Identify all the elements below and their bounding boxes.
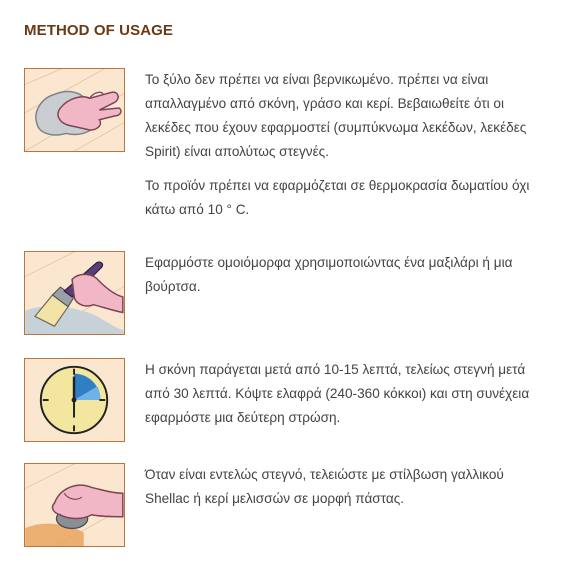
usage-step-2 <box>24 251 564 335</box>
step-4-paragraph-1: Όταν είναι εντελώς στεγνό, τελειώστε με στίλβωση γαλλικού Shellac ή κερί μελισσών σε μορφή πάστας. <box>145 467 504 506</box>
hand-brush-icon <box>24 251 125 335</box>
step-2-paragraph-1: Εφαρμόστε ομοιόμορφα χρησιμοποιώντας ένα μαξιλάρι ή μια βούρτσα. <box>145 255 513 294</box>
usage-step-4 <box>24 463 564 547</box>
step-4-text <box>145 463 545 521</box>
step-3-text <box>145 358 545 440</box>
hand-polishing-icon <box>24 463 125 547</box>
step-1-paragraph-1: Το ξύλο δεν πρέπει να είναι βερνικωμένο. πρέπει να είναι απαλλαγμένο από σκόνη, γράσο και κερί. Βεβαιωθείτε ότι οι λεκέδες που έχουν εφαρμοστεί (συμπύκνωμα λεκέδων, λεκέδες Spirit) είναι απολύτως στεγνές. <box>145 72 527 159</box>
step-1-text <box>145 68 545 232</box>
step-2-text <box>145 251 545 309</box>
section-title: METHOD OF USAGE <box>24 22 174 39</box>
clock-icon <box>24 358 125 442</box>
hand-wiping-cloth-icon <box>24 68 125 152</box>
step-3-paragraph-1: Η σκόνη παράγεται μετά από 10-15 λεπτά, τελείως στεγνή μετά από 30 λεπτά. Κόψτε ελαφρά (240-360 κόκκοι) και στη συνέχεια εφαρμόστε μια δεύτερη στρώση. <box>145 362 530 425</box>
usage-step-1 <box>24 68 564 217</box>
step-1-paragraph-2: Το προϊόν πρέπει να εφαρμόζεται σε θερμοκρασία δωματίου όχι κάτω από 10 ° C. <box>145 178 530 217</box>
usage-step-3 <box>24 358 564 442</box>
